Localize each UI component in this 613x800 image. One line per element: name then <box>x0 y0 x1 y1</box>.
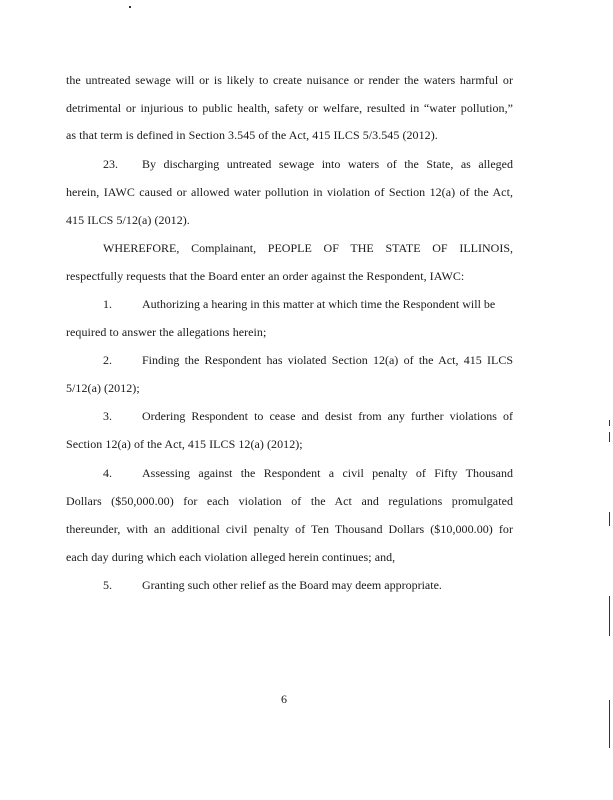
item-number: 1. <box>103 297 112 311</box>
body-line: as that term is defined in Section 3.545 of the Act, 415 ILCS 5/3.545 (2012). <box>66 128 438 142</box>
scan-mark <box>609 420 610 426</box>
wherefore-heading: WHEREFORE, Complainant, PEOPLE OF THE STATE OF ILLINOIS, <box>103 241 513 255</box>
scan-mark <box>609 700 610 748</box>
body-line: 5/12(a) (2012); <box>66 381 140 395</box>
body-line: Granting such other relief as the Board may deem appropriate. <box>142 578 442 592</box>
body-line: the untreated sewage will or is likely to create nuisance or render the waters harmful or <box>66 73 513 87</box>
body-line: thereunder, with an additional civil penalty of Ten Thousand Dollars ($10,000.00) for <box>66 522 513 536</box>
item-number: 3. <box>103 409 112 423</box>
body-line: herein, IAWC caused or allowed water pollution in violation of Section 12(a) of the Act, <box>66 185 513 199</box>
body-line: Authorizing a hearing in this matter at which time the Respondent will be <box>142 297 496 311</box>
body-line: 415 ILCS 5/12(a) (2012). <box>66 213 190 227</box>
body-line: Section 12(a) of the Act, 415 ILCS 12(a) (2012); <box>66 437 303 451</box>
body-line: Finding the Respondent has violated Section 12(a) of the Act, 415 ILCS <box>142 353 513 367</box>
item-number: 2. <box>103 353 112 367</box>
body-line: required to answer the allegations herein; <box>66 325 267 339</box>
scan-mark <box>609 596 610 636</box>
body-line: respectfully requests that the Board enter an order against the Respondent, IAWC: <box>66 269 465 283</box>
body-line: Assessing against the Respondent a civil penalty of Fifty Thousand <box>142 466 513 480</box>
body-line: detrimental or injurious to public health, safety or welfare, resulted in “water pollution,” <box>66 101 513 115</box>
body-line: Dollars ($50,000.00) for each violation of the Act and regulations promulgated <box>66 494 513 508</box>
item-number: 5. <box>103 578 112 592</box>
body-line: Ordering Respondent to cease and desist from any further violations of <box>142 409 513 423</box>
page-number: 6 <box>281 692 287 706</box>
body-line: each day during which each violation alleged herein continues; and, <box>66 550 396 564</box>
scan-mark <box>609 432 610 442</box>
paragraph-number: 23. <box>103 157 118 171</box>
scan-mark <box>609 512 610 526</box>
scan-speck <box>129 6 131 8</box>
body-line: By discharging untreated sewage into waters of the State, as alleged <box>142 157 513 171</box>
item-number: 4. <box>103 466 112 480</box>
